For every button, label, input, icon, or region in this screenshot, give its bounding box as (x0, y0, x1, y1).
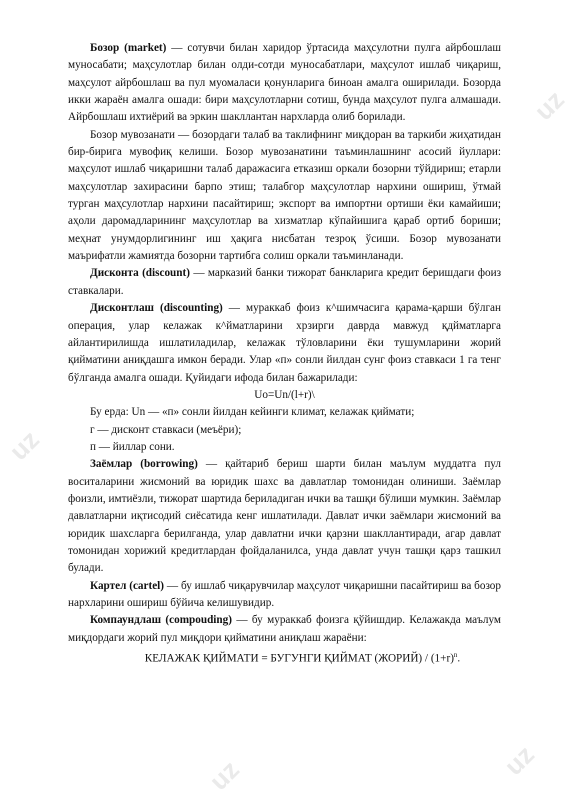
definition-text: — бу ишлаб чиқарувчилар маҳсулот чиқаришни пасайтириш ва бозор нархларини ошириш бўйича келишувидир. (68, 579, 501, 609)
paragraph-discount (68, 265, 501, 300)
formula-definition: г — дисконт ставкаси (меъёри); (90, 423, 242, 436)
paragraph-discounting (68, 300, 501, 387)
watermark: uz (528, 84, 570, 126)
term: Картел (cartel) (90, 579, 165, 592)
formula-compounding (68, 647, 501, 668)
watermark: uz (498, 739, 540, 781)
formula-text: КЕЛАЖАК ҚИЙМАТИ = БУГУНГИ ҚИЙМАТ (ЖОРИЙ) / (1+r) (144, 652, 454, 665)
definition-text: — бу мураккаб фоизга қўйишдир. Келажакда маълум миқдордаги жорий пул миқдори қийматини аниқлаш жараёни: (68, 614, 501, 644)
paragraph-market-equilibrium (68, 127, 501, 266)
term: Заёмлар (borrowing) (90, 458, 198, 471)
term: Компаундлаш (compouding) (90, 614, 232, 627)
paragraph-compounding (68, 612, 501, 647)
definition-text: Бозор мувозанати — бозордаги талаб ва таклифнинг миқдоран ва таркиби жиҳатидан бир-бирига мувофиқ келиши. Бозор мувозанатини таъминлашнинг асосий йуллари: маҳсулот ишлаб чиқаришни талаб даражасига етказиш оркали бозорни тўйдириш; етарли маҳсулотлар захирасини барпо этиш; талабгор маҳсулотлар нархини ошириш, ўтмай турган маҳсулотлар нархини пасайтириш; экспорт ва импортни ортиши ёки камайиши; аҳоли даромадларининг маҳсулотлар ва хизматлар кўпайишига қараб ортиб бориши; меҳнат унумдорлигининг иш ҳақига нисбатан тезроқ ўсиши. Бозор мувозанати маърифатли жамиятда бозорни тартибга солиш оркали таъминланади. (68, 128, 501, 263)
definition-text: — мураккаб фоиз к^шимчасига қарама-қарши бўлган операция, улар келажак к^йматларини хрзирги даврда мавжуд қдйматларга айлантирилишда ишлатиладилар, келажак тўловларини ёки тушумларини жорий қийматини аниқдашга имкон беради. Улар «п» сонли йилдан сунг фоиз ставкаси 1 га тенг бўлганда амалга ошади. Қуйидаги ифода билан бажарилади: (68, 302, 501, 384)
definition-text: — сотувчи билан харидор ўртасида маҳсулотни пулга айрбошлаш муносабати; маҳсулотлар билан олди-сотди муносабатлари, маҳсулот ишлаб чиқариш, маҳсулот айрбошлаш ва пул муомаласи қонунларига биноан амалга оширилади. Бозорда икки жараён амалга ошади: бири маҳсулотларни сотиш, бунда маҳсулот пулга алмашади. Айрбошлаш ихтиёрий ва эркин шакллантан нархларда олиб борилади. (68, 42, 501, 124)
paragraph-borrowing (68, 456, 501, 577)
term: Бозор (market) (90, 42, 167, 54)
formula-definition: п — йиллар сони. (90, 440, 175, 453)
formula-definition: Бу ерда: Un — «п» сонли йилдан кейинги климат, келажак қиймати; (90, 406, 415, 419)
formula-end: . (457, 652, 461, 665)
paragraph-market (68, 40, 501, 127)
paragraph-cartel (68, 578, 501, 613)
formula-exponent: n (453, 651, 458, 660)
term: Дисконтлаш (discounting) (90, 302, 223, 315)
definition-text: — қайтариб бериш шарти билан маълум муддатга пул воситаларини жисмоний ва юридик шахс ва давлатлар томонидан олиниши. Заёмлар фоизли, имтиёзли, тижорат шартида бериладиган ички ва ташқи бўлиши мумкин. Заёмлар давлатларни иқтисодий сиёсатида кенг ишлатилади. Давлат ички заёмлари жисмоний ва юридик шахсларга берилганда, улар давлатни ички қарзни шакллантиради, агар давлат томонидан хорижий кредитлардан фойдаланилса, унда давлат учун ташқи қарз ташкил булади. (68, 458, 501, 575)
definition-text: — марказий банки тижорат банкларига кредит беришдаги фоиз ставкалари. (68, 267, 501, 297)
watermark: uz (3, 424, 45, 466)
watermark: uz (203, 754, 245, 796)
formula-discounting: Uo=Un/(l+r)\ (254, 388, 315, 401)
term: Дисконта (discount) (90, 267, 190, 280)
document-page (68, 40, 501, 668)
